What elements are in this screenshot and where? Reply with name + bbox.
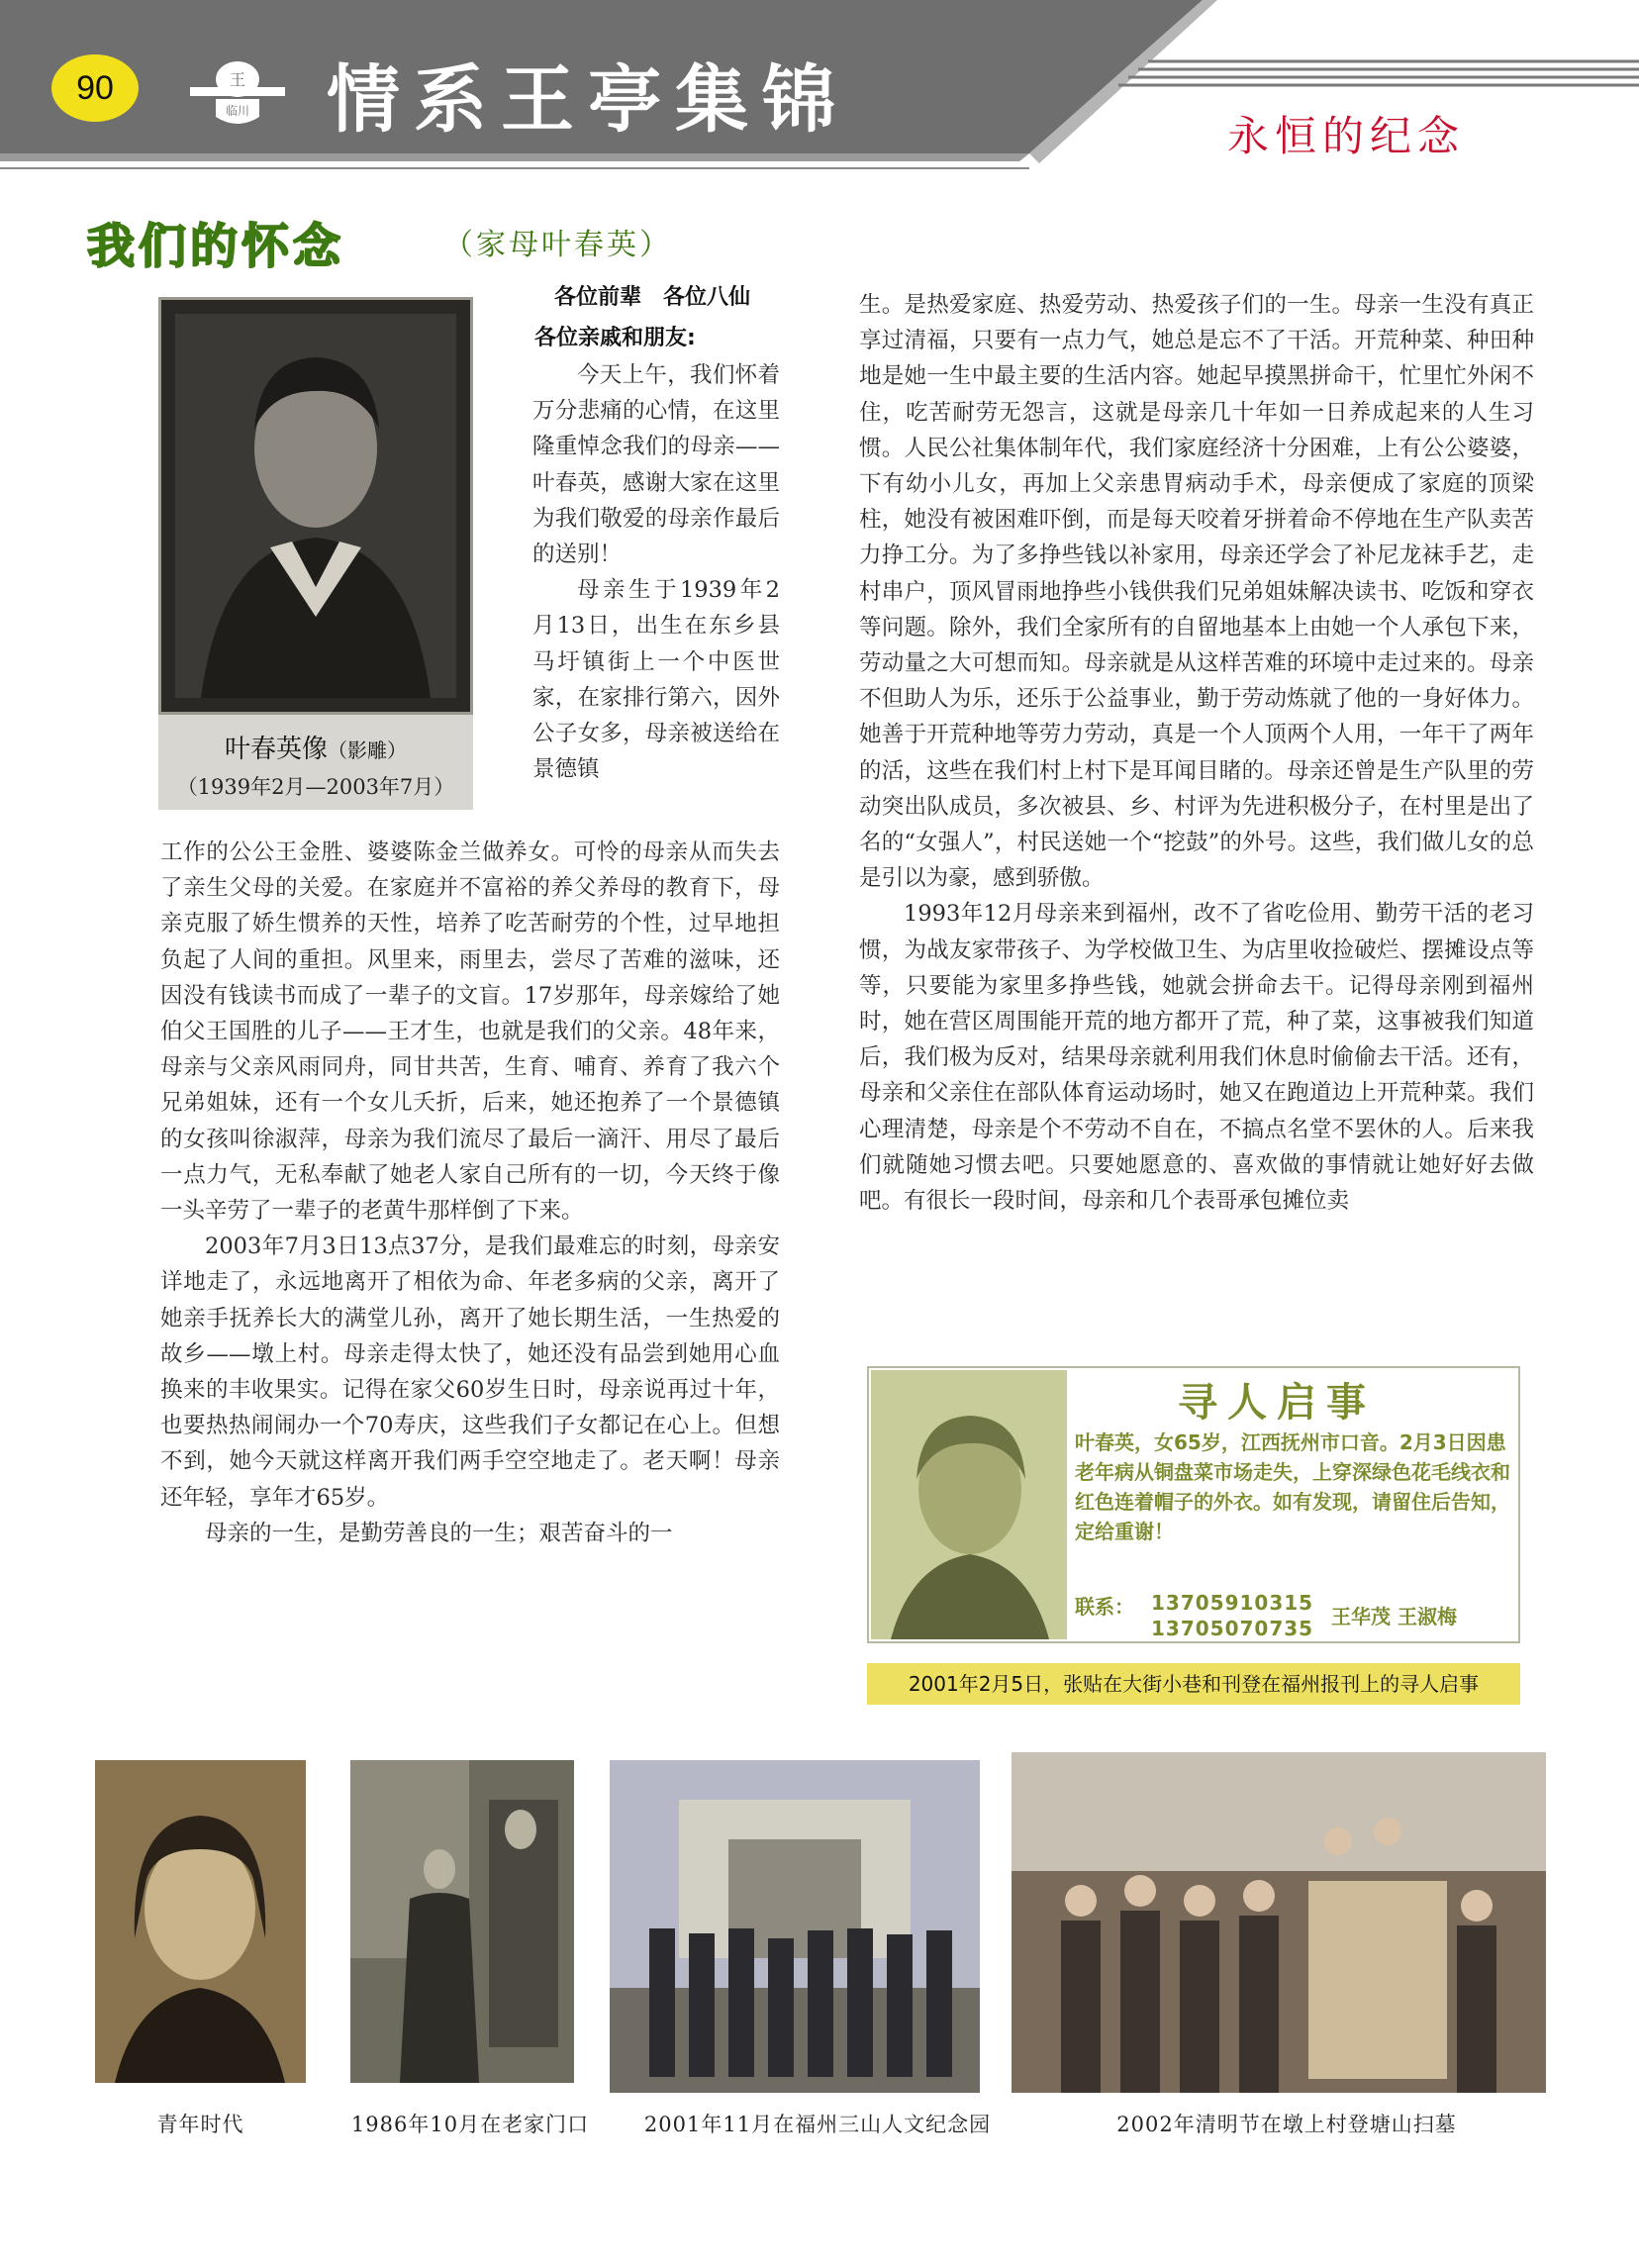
photo-tomb-sweeping	[1012, 1752, 1546, 2093]
magazine-title: 情系王亭集锦	[327, 57, 849, 143]
photo-caption: 2002年清明节在墩上村登塘山扫墓	[1116, 2113, 1457, 2136]
body-column-1-top	[532, 357, 780, 787]
svg-text:临川: 临川	[225, 104, 250, 118]
body-column-1-bottom	[160, 835, 780, 1551]
notice-contact-names: 王华茂 王淑梅	[1331, 1605, 1457, 1628]
photo-home-door	[350, 1760, 574, 2083]
paragraph: 生。是热爱家庭、热爱劳动、热爱孩子们的一生。母亲一生没有真正享过清福，只要有一点力气，她总是忘不了干活。开荒种菜、种田种地是她一生中最主要的生活内容。她起早摸黑拼命干，忙里忙外闲不住，吃苦耐劳无怨言，这就是母亲几十年如一日养成起来的人生习惯。人民公社集体制年代，我们家庭经济十分困难，上有公公婆婆，下有幼小儿女，再加上父亲患胃病动手术，母亲便成了家庭的顶梁柱，她没有被困难吓倒，而是每天咬着牙拼着命不停地在生产队卖苦力挣工分。为了多挣些钱以补家用，母亲还学会了补尼龙袜手艺，走村串户，顶风冒雨地挣些小钱供我们兄弟姐妹解决读书、吃饭和穿衣等问题。除外，我们全家所有的自留地基本上由她一个人承包下来，劳动量之大可想而知。母亲就是从这样苦难的环境中走过来的。母亲不但助人为乐，还乐于公益事业，勤于劳动炼就了他的一身好体力。她善于开荒种地等劳力劳动，真是一个人顶两个人用，一年干了两年的活，这些在我们村上村下是耳闻目睹的。母亲还曾是生产队里的劳动突出队成员，多次被县、乡、村评为先进积极分子，在村里是出了名的“女强人”，村民送她一个“挖鼓”的外号。这些，我们做儿女的总是引以为豪，感到骄傲。	[859, 292, 1534, 892]
paragraph: 今天上午，我们怀着万分悲痛的心情，在这里隆重悼念我们的母亲——叶春英，感谢大家在这里为我们敬爱的母亲作最后的送别！	[532, 362, 780, 568]
portrait-name: 叶春英像	[224, 735, 328, 764]
photo-memorial-garden	[610, 1760, 980, 2093]
article-title: 我们的怀念	[87, 219, 345, 274]
paragraph: 工作的公公王金胜、婆婆陈金兰做养女。可怜的母亲从而失去了亲生父母的关爱。在家庭并不富裕的养父养母的教育下，母亲克服了娇生惯养的天性，培养了吃苦耐劳的个性，过早地担负起了人间的重担。风里来，雨里去，尝尽了苦难的滋味，还因没有钱读书而成了一辈子的文盲。17岁那年，母亲嫁给了她伯父王国胜的儿子——王才生，也就是我们的父亲。48年来，母亲与父亲风雨同舟，同甘共苦，生育、哺育、养育了我六个兄弟姐妹，还有一个女儿夭折，后来，她还抱养了一个景德镇的女孩叫徐淑萍，母亲为我们流尽了最后一滴汗、用尽了最后一点力气，无私奉献了她老人家自己所有的一切，今天终于像一头辛劳了一辈子的老黄牛那样倒了下来。	[160, 839, 780, 1225]
page-number-badge: 90	[51, 54, 139, 122]
salutation-line-1: 各位前辈 各位八仙	[554, 285, 751, 310]
paragraph: 母亲的一生，是勤劳善良的一生；艰苦奋斗的一	[205, 1520, 673, 1546]
portrait-caption	[158, 715, 473, 810]
notice-title: 寻人启事	[1178, 1380, 1376, 1426]
body-column-2	[859, 287, 1534, 1219]
photo-caption: 青年时代	[156, 2113, 244, 2136]
portrait-note: （影雕）	[328, 739, 407, 762]
photo-caption: 2001年11月在福州三山人文纪念园	[643, 2113, 992, 2136]
svg-text:王: 王	[229, 70, 246, 89]
portrait-photo	[158, 297, 473, 715]
notice-body: 叶春英，女65岁，江西抚州市口音。2月3日因患老年病从铜盘菜市场走失，上穿深绿色花毛线衣和红色连着帽子的外衣。如有发现，请留住后告知，定给重谢！	[1075, 1430, 1510, 1543]
photo-caption: 1986年10月在老家门口	[350, 2113, 590, 2136]
paragraph: 母亲生于1939年2月13日，出生在东乡县马圩镇街上一个中医世家，在家排行第六，因外公子女多，母亲被送给在景德镇	[532, 577, 780, 783]
photo-youth	[95, 1760, 306, 2083]
salutation-line-2: 各位亲戚和朋友:	[534, 326, 696, 350]
paragraph: 2003年7月3日13点37分，是我们最难忘的时刻，母亲安详地走了，永远地离开了相依为命、年老多病的父亲，离开了她亲手抚养长大的满堂儿孙，离开了她长期生活，一生热爱的故乡——墩上村。母亲走得太快了，她还没有品尝到她用心血换来的丰收果实。记得在家父60岁生日时，母亲说再过十年，也要热热闹闹办一个70寿庆，这些我们子女都记在心上。但想不到，她今天就这样离开我们两手空空地走了。老天啊！母亲还年轻，享年才65岁。	[160, 1233, 780, 1511]
magazine-logo	[188, 59, 287, 129]
notice-caption: 2001年2月5日，张贴在大街小巷和刊登在福州报刊上的寻人启事	[867, 1663, 1520, 1705]
notice-phone-2: 13705070735	[1151, 1617, 1314, 1640]
section-title: 永恒的纪念	[1227, 112, 1466, 160]
notice-photo	[871, 1370, 1067, 1639]
notice-phone-1: 13705910315	[1151, 1591, 1314, 1615]
portrait-dates: （1939年2月—2003年7月）	[176, 775, 455, 799]
article-subtitle: （家母叶春英）	[443, 228, 672, 262]
notice-contact-label: 联系：	[1075, 1595, 1134, 1619]
paragraph: 1993年12月母亲来到福州，改不了省吃俭用、勤劳干活的老习惯，为战友家带孩子、为学校做卫生、为店里收捡破烂、摆摊设点等等，只要能为家里多挣些钱，她就会拼命去干。记得母亲刚到福州时，她在营区周围能开荒的地方都开了荒，种了菜，这事被我们知道后，我们极为反对，结果母亲就利用我们休息时偷偷去干活。还有，母亲和父亲住在部队体育运动场时，她又在跑道边上开荒种菜。我们心理清楚，母亲是个不劳动不自在，不搞点名堂不罢休的人。后来我们就随她习惯去吧。只要她愿意的、喜欢做的事情就让她好好去做吧。有很长一段时间，母亲和几个表哥承包摊位卖	[859, 901, 1534, 1215]
